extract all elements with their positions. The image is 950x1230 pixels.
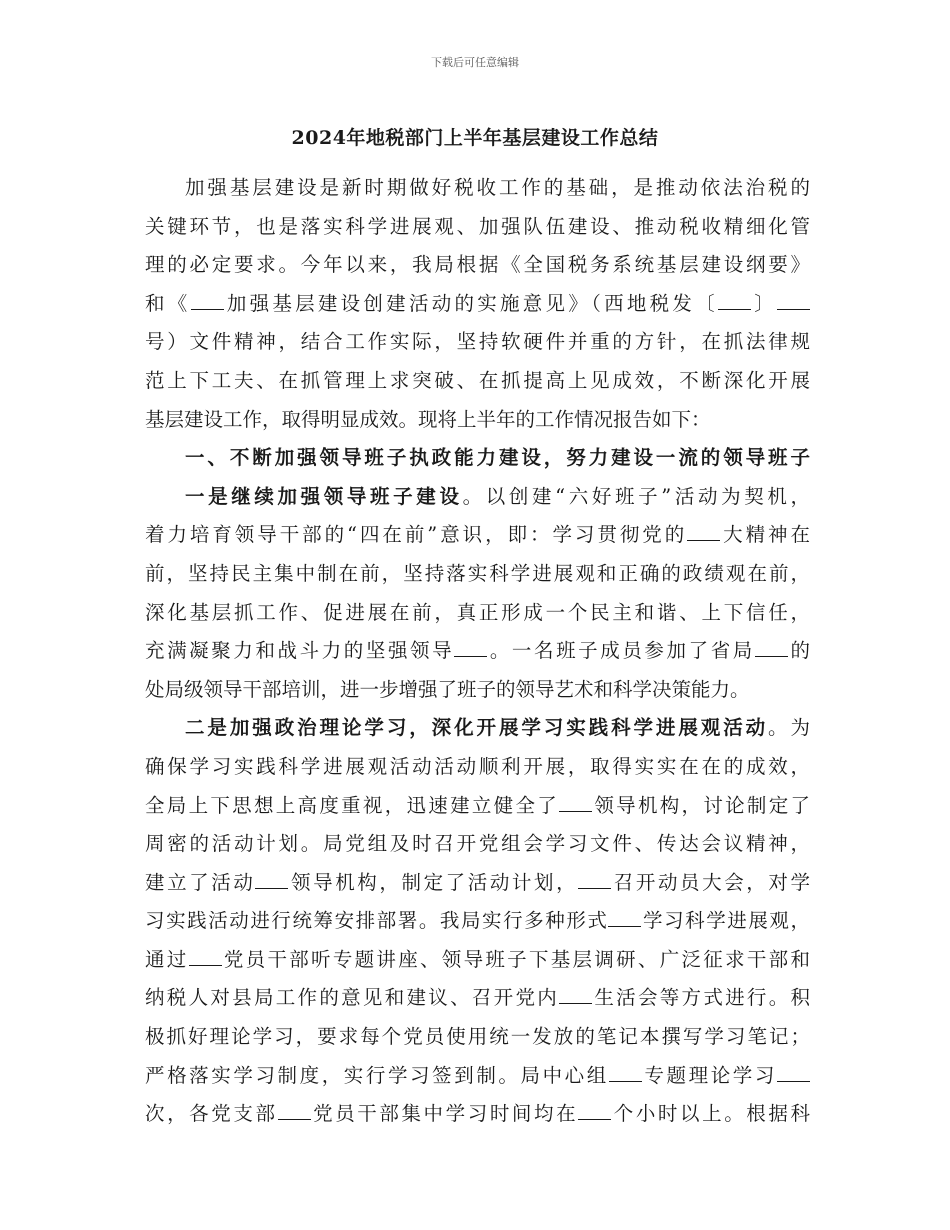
line-text: 周密的活动计划。局党组及时召开党组会学习文件、传达会议精神， bbox=[145, 832, 810, 856]
paragraph-line bbox=[145, 247, 810, 286]
line-text: 处局级领导干部培训，进一步增强了班子的领导艺术和科学决策能力。 bbox=[145, 677, 750, 701]
line-text: 建立了活动 领导机构，制定了活动计划， 召开动员大会，对学 bbox=[145, 871, 810, 894]
line-text: 和《 加强基层建设创建活动的实施意见》（西地税发〔 〕 bbox=[145, 292, 810, 315]
page-header: 下载后可任意编辑 bbox=[431, 56, 519, 69]
line-text: 纳税人对县局工作的意见和建议、召开党内 生活会等方式进行。积 bbox=[145, 986, 810, 1009]
paragraph-line bbox=[145, 865, 810, 904]
fill-blank bbox=[255, 868, 288, 889]
line-text: 深化基层抓工作、促进展在前，真正形成一个民主和谐、上下信任， bbox=[145, 600, 810, 624]
fill-blank bbox=[454, 636, 487, 657]
paragraph-line bbox=[145, 363, 810, 402]
document-body bbox=[145, 170, 810, 1135]
paragraph-line bbox=[145, 556, 810, 595]
paragraph-line bbox=[145, 595, 810, 634]
paragraph-line bbox=[145, 903, 810, 942]
fill-blank bbox=[718, 289, 751, 310]
paragraph-line bbox=[145, 170, 810, 209]
line-text: 理的必定要求。今年以来，我局根据《全国税务系统基层建设纲要》 bbox=[145, 253, 810, 277]
section-heading-line bbox=[145, 440, 810, 479]
line-text: 号）文件精神，结合工作实际，坚持软硬件并重的方针，在抓法律规 bbox=[145, 330, 810, 354]
paragraph-line bbox=[145, 209, 810, 248]
paragraph-line bbox=[145, 633, 810, 672]
paragraph-line bbox=[145, 749, 810, 788]
fill-blank bbox=[608, 906, 641, 927]
fill-blank bbox=[578, 1099, 611, 1120]
line-text: 一、不断加强领导班子执政能力建设，努力建设一流的领导班子 bbox=[185, 446, 810, 470]
line-text: 着力培育领导干部的“四在前”意识，即：学习贯彻党的 大精神在 bbox=[145, 523, 810, 546]
fill-blank bbox=[687, 520, 720, 541]
line-text: 确保学习实践科学进展观活动活动顺利开展，取得实实在在的成效， bbox=[145, 754, 810, 778]
fill-blank bbox=[609, 1061, 642, 1082]
line-text: 次，各党支部 党员干部集中学习时间均在 个小时以上。根据科 bbox=[145, 1102, 810, 1125]
fill-blank bbox=[777, 1061, 810, 1082]
fill-blank bbox=[559, 791, 592, 812]
line-text: 充满凝聚力和战斗力的坚强领导 。一名班子成员参加了省局 的 bbox=[145, 639, 810, 662]
fill-blank bbox=[755, 636, 788, 657]
paragraph-line bbox=[145, 479, 810, 518]
bold-lead-phrase: 一是继续加强领导班子建设 bbox=[185, 484, 463, 508]
paragraph-line bbox=[145, 517, 810, 556]
line-text: 加强基层建设是新时期做好税收工作的基础，是推动依法治税的 bbox=[185, 176, 810, 199]
line-text: 前，坚持民主集中制在前，坚持落实科学进展观和正确的政绩观在前， bbox=[145, 561, 810, 585]
paragraph-line bbox=[145, 672, 810, 711]
fill-blank bbox=[578, 868, 611, 889]
line-text: 严格落实学习制度，实行学习签到制。局中心组 专题理论学习 bbox=[145, 1064, 810, 1087]
line-text: 通过 党员干部听专题讲座、领导班子下基层调研、广泛征求干部和 bbox=[145, 948, 810, 971]
paragraph-line bbox=[145, 980, 810, 1019]
line-text: 习实践活动进行统筹安排部署。我局实行多种形式 学习科学进展观， bbox=[145, 909, 810, 932]
line-text: 。为 bbox=[768, 716, 810, 740]
line-text: 基层建设工作，取得明显成效。现将上半年的工作情况报告如下： bbox=[145, 407, 711, 431]
line-text: 极抓好理论学习，要求每个党员使用统一发放的笔记本撰写学习笔记； bbox=[145, 1025, 810, 1049]
paragraph-line bbox=[145, 1019, 810, 1058]
fill-blank bbox=[777, 289, 810, 310]
paragraph-line bbox=[145, 402, 810, 441]
line-text: 范上下工夫、在抓管理上求突破、在抓提高上见成效，不断深化开展 bbox=[145, 368, 810, 392]
bold-lead-phrase: 二是加强政治理论学习，深化开展学习实践科学进展观活动 bbox=[185, 716, 769, 740]
line-text: 全局上下思想上高度重视，迅速建立健全了 领导机构，讨论制定了 bbox=[145, 794, 810, 817]
paragraph-line bbox=[145, 286, 810, 325]
paragraph-line bbox=[145, 1096, 810, 1135]
paragraph-line bbox=[145, 324, 810, 363]
paragraph-line bbox=[145, 942, 810, 981]
paragraph-line bbox=[145, 788, 810, 827]
paragraph-line bbox=[145, 710, 810, 749]
fill-blank bbox=[278, 1099, 311, 1120]
fill-blank bbox=[191, 289, 224, 310]
paragraph-line bbox=[145, 826, 810, 865]
fill-blank bbox=[559, 983, 592, 1004]
document-title: 2024年地税部门上半年基层建设工作总结 bbox=[291, 127, 659, 149]
paragraph-line bbox=[145, 1058, 810, 1097]
fill-blank bbox=[189, 945, 222, 966]
line-text: 。以创建“六好班子”活动为契机， bbox=[462, 484, 810, 508]
line-text: 关键环节，也是落实科学进展观、加强队伍建设、推动税收精细化管 bbox=[145, 214, 810, 238]
